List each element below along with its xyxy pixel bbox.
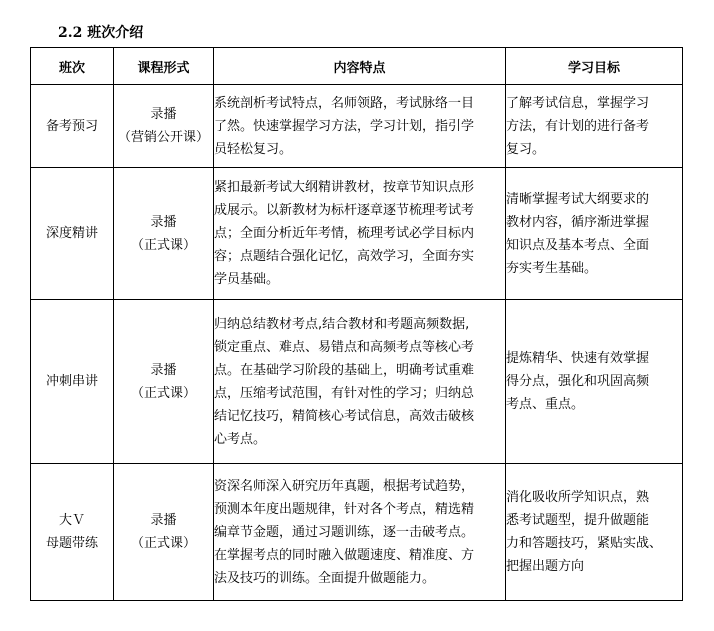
content-line: 锁定重点、难点、易错点和高频考点等核心考: [214, 339, 475, 355]
content-line: 点，压缩考试范围，有针对性的学习；归纳总: [214, 385, 475, 401]
content-line: 预测本年度出题规律，针对各个考点，精选精: [214, 501, 475, 517]
content-line: 点。在基础学习阶段的基础上，明确考试重难: [214, 362, 475, 378]
goal-line: 方法，有计划的进行备考: [506, 118, 650, 134]
class-name: 深度精讲: [45, 226, 98, 241]
course-format-cell: [114, 168, 214, 300]
class-name: 大Ｖ: [58, 513, 85, 528]
learning-goal-cell: [506, 85, 683, 168]
content-line: 学员基础。: [214, 272, 280, 287]
class-name-cell: [31, 85, 114, 168]
content-features-cell: [214, 85, 506, 168]
class-intro-table: [30, 47, 683, 601]
class-name-cell: [31, 464, 114, 601]
content-line: 容；点题结合强化记忆，高效学习，全面夯实: [214, 249, 475, 264]
course-format: 录播: [150, 107, 177, 122]
content-line: 法及技巧的训练。全面提升做题能力。: [214, 570, 436, 586]
content-line: 员轻松复习。: [214, 141, 293, 157]
content-features-cell: [214, 464, 506, 601]
header-goal: 学习目标: [506, 48, 683, 85]
goal-line: 力和答题技巧，紧贴实战、: [506, 536, 663, 551]
learning-goal-cell: [506, 300, 683, 464]
content-line: 归纳总结教材考点,结合教材和考题高频数据,: [214, 316, 470, 332]
content-line: 心考点。: [214, 431, 267, 447]
learning-goal-cell: [506, 168, 683, 300]
class-name: 备考预习: [45, 118, 98, 134]
class-name-cell: [31, 168, 114, 300]
goal-line: 知识点及基本考点、全面: [506, 237, 650, 253]
content-line: 成展示。以新教材为标杆逐章逐节梳理考试考: [214, 203, 475, 218]
goal-line: 教材内容，循序渐进掌握: [506, 214, 650, 230]
course-format: 录播: [150, 362, 177, 378]
content-line: 在掌握考点的同时融入做题速度、精准度、方: [214, 547, 475, 563]
class-name-sub: 母题带练: [45, 536, 98, 551]
table-row: [31, 300, 683, 464]
table-row: [31, 168, 683, 300]
course-format-note: （正式课）: [130, 385, 196, 401]
goal-line: 清晰掌握考试大纲要求的: [506, 191, 650, 207]
content-features-cell: [214, 168, 506, 300]
course-format-cell: [114, 85, 214, 168]
table-row: [31, 464, 683, 601]
goal-line: 提炼精华、快速有效掌握: [506, 351, 650, 366]
class-name-cell: [31, 300, 114, 464]
table-row: [31, 85, 683, 168]
content-line: 结记忆技巧，精简核心考试信息，高效击破核: [214, 408, 475, 424]
goal-line: 把握出题方向: [506, 559, 585, 574]
goal-line: 悉考试题型，提升做题能: [506, 513, 650, 528]
goal-line: 考点、重点。: [506, 397, 585, 412]
goal-line: 夯实考生基础。: [506, 260, 598, 276]
content-line: 资深名师深入研究历年真题，根据考试趋势，: [214, 478, 475, 494]
table-header-row: [31, 48, 683, 85]
course-format: 录播: [150, 513, 177, 528]
course-format-cell: [114, 300, 214, 464]
header-content: 内容特点: [214, 48, 506, 85]
goal-line: 了解考试信息，掌握学习: [506, 95, 650, 111]
course-format: 录播: [150, 214, 177, 230]
section-title: 2.2 班次介绍: [58, 25, 144, 41]
learning-goal-cell: [506, 464, 683, 601]
goal-line: 复习。: [506, 141, 546, 157]
content-line: 系统剖析考试特点，名师领路，考试脉络一目: [214, 95, 475, 111]
header-format: 课程形式: [114, 48, 214, 85]
goal-line: 得分点，强化和巩固高频: [506, 374, 650, 389]
content-line: 了然。快速掌握学习方法，学习计划，指引学: [214, 118, 475, 134]
content-line: 点；全面分析近年考情，梳理考试必学目标内: [214, 226, 475, 241]
header-class: 班次: [31, 48, 114, 85]
content-features-cell: [214, 300, 506, 464]
content-line: 紧扣最新考试大纲精讲教材，按章节知识点形: [214, 180, 475, 195]
goal-line: 消化吸收所学知识点，熟: [506, 490, 650, 505]
course-format-cell: [114, 464, 214, 601]
course-format-note: （正式课）: [130, 536, 196, 551]
class-name: 冲刺串讲: [45, 374, 98, 389]
course-format-note: （正式课）: [130, 237, 196, 253]
course-format-note: （营销公开课）: [117, 130, 209, 145]
content-line: 编章节金题，通过习题训练，逐一击破考点。: [214, 524, 475, 540]
